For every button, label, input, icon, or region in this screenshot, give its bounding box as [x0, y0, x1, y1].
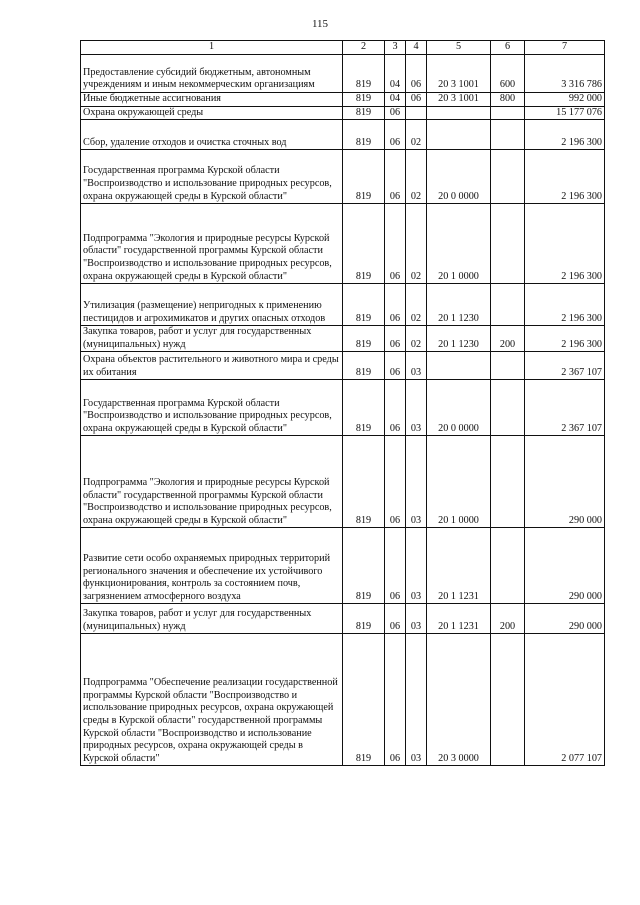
row-subsection-code: 03: [406, 352, 427, 380]
table-row: [81, 634, 605, 766]
row-subsection-code: 02: [406, 204, 427, 284]
page-number: 115: [311, 18, 329, 30]
row-name: Охрана окружающей среды: [81, 106, 343, 120]
row-subsection-code: 03: [406, 528, 427, 604]
row-expense-type-code: 200: [491, 604, 525, 634]
row-subsection-code: 02: [406, 150, 427, 204]
row-amount: 2 367 107: [525, 352, 605, 380]
row-name: Предоставление субсидий бюджетным, автономным учреждениям и иным некоммерческим организациям: [81, 55, 343, 93]
row-name: Подпрограмма "Экология и природные ресурсы Курской области" государственной программы Курской области "Воспроизводство и использование природных ресурсов, охрана окружающей среды в Курской области": [81, 436, 343, 528]
row-name: Закупка товаров, работ и услуг для государственных (муниципальных) нужд: [81, 326, 343, 352]
row-expense-type-code: [491, 150, 525, 204]
header-cell: 7: [525, 41, 605, 55]
row-expense-type-code: [491, 204, 525, 284]
row-name: Закупка товаров, работ и услуг для государственных (муниципальных) нужд: [81, 604, 343, 634]
row-name: Развитие сети особо охраняемых природных территорий регионального значения и обеспечение их устойчивого функционирования, контроль за состоянием почв, загрязнением атмосферного воздуха: [81, 528, 343, 604]
row-amount: 290 000: [525, 604, 605, 634]
row-amount: 2 196 300: [525, 204, 605, 284]
row-section-code: 06: [385, 436, 406, 528]
row-amount: 2 196 300: [525, 150, 605, 204]
row-name: Подпрограмма "Обеспечение реализации государственной программы Курской области "Воспроизводство и использование природных ресурсов, охрана окружающей среды в Курской области" государственной программы Курской области "Воспроизводство и использование природных ресурсов, охрана окружающей среды в Курской области": [81, 634, 343, 766]
row-expense-type-code: [491, 120, 525, 150]
row-section-code: 06: [385, 352, 406, 380]
row-expense-type-code: 600: [491, 55, 525, 93]
row-name: Охрана объектов растительного и животного мира и среды их обитания: [81, 352, 343, 380]
budget-table: [80, 40, 605, 766]
table-row: [81, 436, 605, 528]
row-section-code: 06: [385, 106, 406, 120]
header-cell: 3: [385, 41, 406, 55]
row-ministry-code: 819: [343, 106, 385, 120]
table-row: [81, 150, 605, 204]
row-section-code: 06: [385, 120, 406, 150]
row-amount: 3 316 786: [525, 55, 605, 93]
row-name: Иные бюджетные ассигнования: [81, 93, 343, 107]
row-target-code: 20 1 1230: [427, 284, 491, 326]
row-amount: 15 177 076: [525, 106, 605, 120]
row-target-code: [427, 106, 491, 120]
row-section-code: 06: [385, 204, 406, 284]
row-ministry-code: 819: [343, 326, 385, 352]
row-name: Утилизация (размещение) непригодных к применению пестицидов и агрохимикатов и других опасных отходов: [81, 284, 343, 326]
row-subsection-code: [406, 106, 427, 120]
row-section-code: 06: [385, 326, 406, 352]
row-target-code: 20 1 1230: [427, 326, 491, 352]
row-ministry-code: 819: [343, 352, 385, 380]
table-row: [81, 93, 605, 107]
row-subsection-code: 02: [406, 326, 427, 352]
row-amount: 290 000: [525, 528, 605, 604]
table-row: [81, 204, 605, 284]
row-amount: 290 000: [525, 436, 605, 528]
row-expense-type-code: 200: [491, 326, 525, 352]
row-expense-type-code: [491, 352, 525, 380]
row-subsection-code: 03: [406, 436, 427, 528]
row-section-code: 06: [385, 380, 406, 436]
row-target-code: 20 0 0000: [427, 150, 491, 204]
row-section-code: 06: [385, 634, 406, 766]
table-row: [81, 106, 605, 120]
row-amount: 2 367 107: [525, 380, 605, 436]
row-amount: 2 196 300: [525, 120, 605, 150]
row-expense-type-code: [491, 528, 525, 604]
row-ministry-code: 819: [343, 604, 385, 634]
row-name: Государственная программа Курской области "Воспроизводство и использование природных ресурсов, охрана окружающей среды в Курской области": [81, 380, 343, 436]
row-expense-type-code: [491, 284, 525, 326]
table-row: [81, 380, 605, 436]
row-ministry-code: 819: [343, 634, 385, 766]
row-name: Сбор, удаление отходов и очистка сточных вод: [81, 120, 343, 150]
header-cell: 5: [427, 41, 491, 55]
header-cell: 4: [406, 41, 427, 55]
row-section-code: 06: [385, 150, 406, 204]
header-row: [81, 41, 605, 55]
row-amount: 2 077 107: [525, 634, 605, 766]
row-name: Подпрограмма "Экология и природные ресурсы Курской области" государственной программы Курской области "Воспроизводство и использование природных ресурсов, охрана окружающей среды в Курской области": [81, 204, 343, 284]
row-ministry-code: 819: [343, 93, 385, 107]
header-cell: 1: [81, 41, 343, 55]
row-subsection-code: 03: [406, 634, 427, 766]
table-row: [81, 326, 605, 352]
table-row: [81, 55, 605, 93]
row-expense-type-code: 800: [491, 93, 525, 107]
row-ministry-code: 819: [343, 120, 385, 150]
row-target-code: 20 1 1231: [427, 528, 491, 604]
row-target-code: 20 3 1001: [427, 93, 491, 107]
row-target-code: 20 1 0000: [427, 436, 491, 528]
row-target-code: [427, 352, 491, 380]
row-ministry-code: 819: [343, 150, 385, 204]
table-row: [81, 528, 605, 604]
row-target-code: 20 3 1001: [427, 55, 491, 93]
table-row: [81, 120, 605, 150]
row-ministry-code: 819: [343, 380, 385, 436]
row-subsection-code: 06: [406, 55, 427, 93]
row-section-code: 04: [385, 93, 406, 107]
row-target-code: 20 0 0000: [427, 380, 491, 436]
row-subsection-code: 03: [406, 604, 427, 634]
row-subsection-code: 03: [406, 380, 427, 436]
table-row: [81, 352, 605, 380]
row-ministry-code: 819: [343, 204, 385, 284]
row-expense-type-code: [491, 436, 525, 528]
row-section-code: 06: [385, 604, 406, 634]
row-section-code: 06: [385, 284, 406, 326]
row-expense-type-code: [491, 106, 525, 120]
row-target-code: 20 1 1231: [427, 604, 491, 634]
row-amount: 2 196 300: [525, 326, 605, 352]
row-ministry-code: 819: [343, 284, 385, 326]
row-target-code: [427, 120, 491, 150]
row-ministry-code: 819: [343, 528, 385, 604]
row-expense-type-code: [491, 634, 525, 766]
row-name: Государственная программа Курской области "Воспроизводство и использование природных ресурсов, охрана окружающей среды в Курской области": [81, 150, 343, 204]
row-subsection-code: 06: [406, 93, 427, 107]
row-target-code: 20 1 0000: [427, 204, 491, 284]
row-expense-type-code: [491, 380, 525, 436]
header-cell: 6: [491, 41, 525, 55]
row-ministry-code: 819: [343, 55, 385, 93]
table-row: [81, 284, 605, 326]
header-cell: 2: [343, 41, 385, 55]
row-section-code: 06: [385, 528, 406, 604]
row-subsection-code: 02: [406, 120, 427, 150]
row-section-code: 04: [385, 55, 406, 93]
row-amount: 2 196 300: [525, 284, 605, 326]
row-target-code: 20 3 0000: [427, 634, 491, 766]
row-ministry-code: 819: [343, 436, 385, 528]
row-amount: 992 000: [525, 93, 605, 107]
row-subsection-code: 02: [406, 284, 427, 326]
table-row: [81, 604, 605, 634]
